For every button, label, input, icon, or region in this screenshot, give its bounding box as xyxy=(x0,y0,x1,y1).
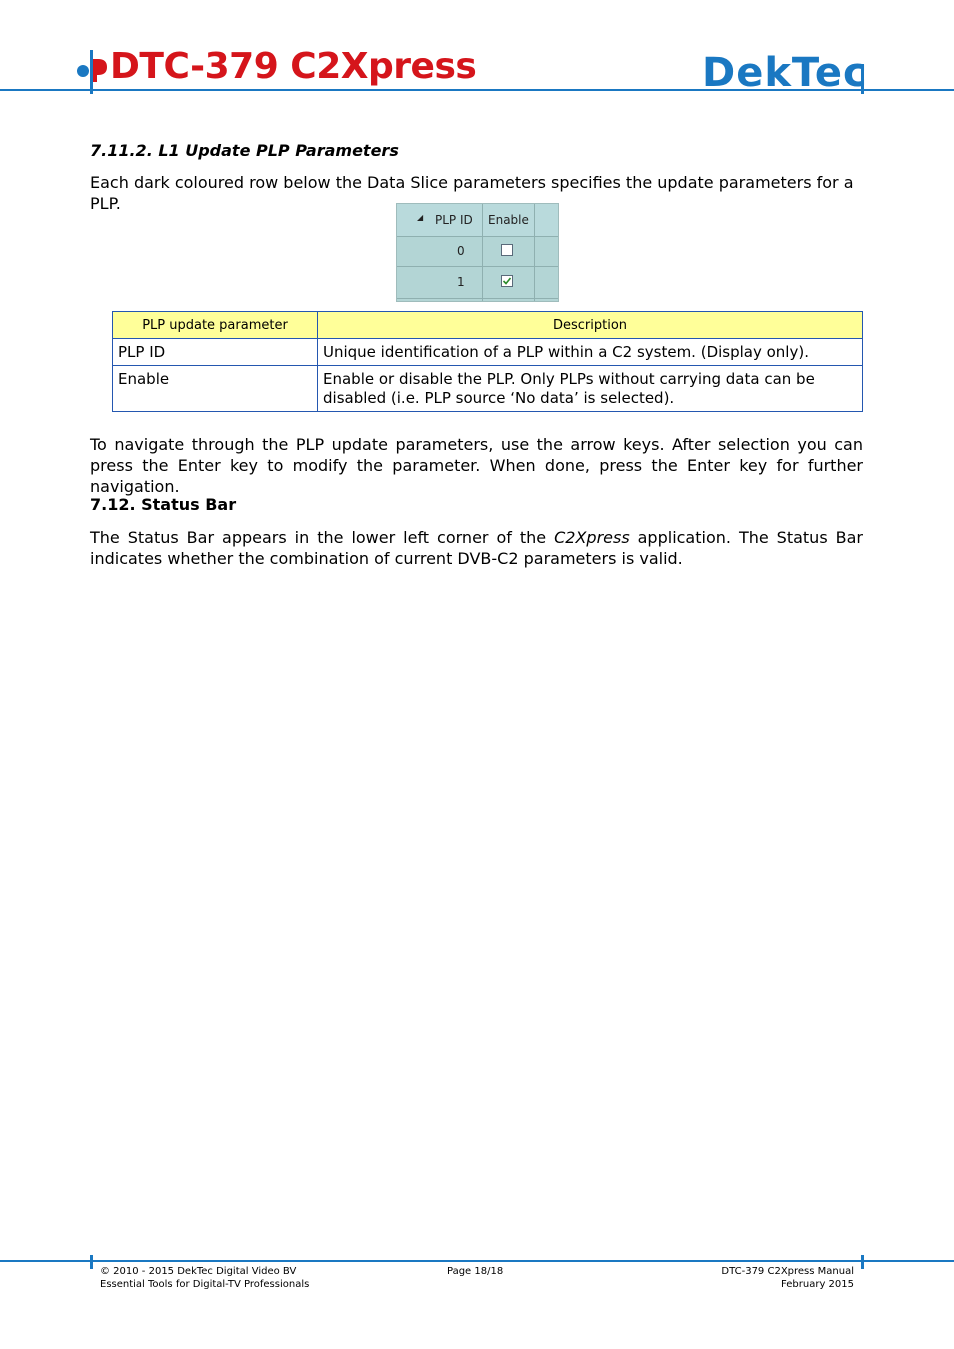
table-cell-param: Enable xyxy=(113,366,318,412)
status-text-before: The Status Bar appears in the lower left corner of the xyxy=(90,528,555,547)
footer-rule xyxy=(0,1260,954,1262)
enable-checkbox-unchecked xyxy=(501,244,513,256)
table-row xyxy=(113,366,863,412)
checkmark-icon xyxy=(502,276,512,286)
document-title: DTC-379 C2Xpress xyxy=(110,46,477,87)
footer-date: February 2015 xyxy=(781,1279,854,1290)
grid-col-plp-id: PLP ID xyxy=(435,213,473,227)
section-heading-status-bar: 7.12. Status Bar xyxy=(90,495,237,514)
plp-grid-screenshot xyxy=(396,203,559,302)
intro-paragraph: Each dark coloured row below the Data Slice parameters specifies the update parameters for a PLP. xyxy=(90,173,854,213)
navigation-paragraph: To navigate through the PLP update parameters, use the arrow keys. After selection you can press the Enter key to modify the parameter. When done, press the Enter key for further navigation. xyxy=(90,435,863,496)
table-cell-desc: Enable or disable the PLP. Only PLPs without carrying data can be disabled (i.e. PLP source ‘No data’ is selected). xyxy=(318,366,863,412)
app-name: C2Xpress xyxy=(554,528,630,547)
status-text-after: application. The Status Bar indicates whether the combination of current DVB-C2 parameters is valid. xyxy=(90,528,863,568)
table-cell-desc: Unique identification of a PLP within a C2 system. (Display only). xyxy=(318,339,863,366)
table-header-cell: PLP update parameter xyxy=(113,312,318,339)
grid-col-enable: Enable xyxy=(488,213,529,227)
grid-row-plp-id: 1 xyxy=(457,275,465,289)
table-row xyxy=(113,339,863,366)
footer-tick-right xyxy=(861,1255,864,1269)
svg-text:DekTec: DekTec xyxy=(702,50,868,92)
dektec-logo xyxy=(700,48,868,92)
grid-row-plp-id: 0 xyxy=(457,244,465,258)
footer-manual-name: DTC-379 C2Xpress Manual xyxy=(721,1266,854,1277)
section-heading-l1-update-plp: 7.11.2. L1 Update PLP Parameters xyxy=(90,141,399,160)
title-bullet-icon xyxy=(76,56,110,86)
sort-triangle-icon: ◢ xyxy=(417,213,424,222)
table-header-cell: Description xyxy=(318,312,863,339)
footer-page-number: Page 18/18 xyxy=(447,1266,504,1277)
footer-copyright: © 2010 - 2015 DekTec Digital Video BV xyxy=(100,1266,297,1277)
plp-update-parameter-table xyxy=(112,311,863,412)
footer-tagline: Essential Tools for Digital-TV Professionals xyxy=(100,1279,310,1290)
status-bar-paragraph xyxy=(90,527,863,569)
table-cell-param: PLP ID xyxy=(113,339,318,366)
table-header-row xyxy=(113,312,863,339)
footer-tick-left xyxy=(90,1255,93,1269)
enable-checkbox-checked xyxy=(501,275,513,287)
